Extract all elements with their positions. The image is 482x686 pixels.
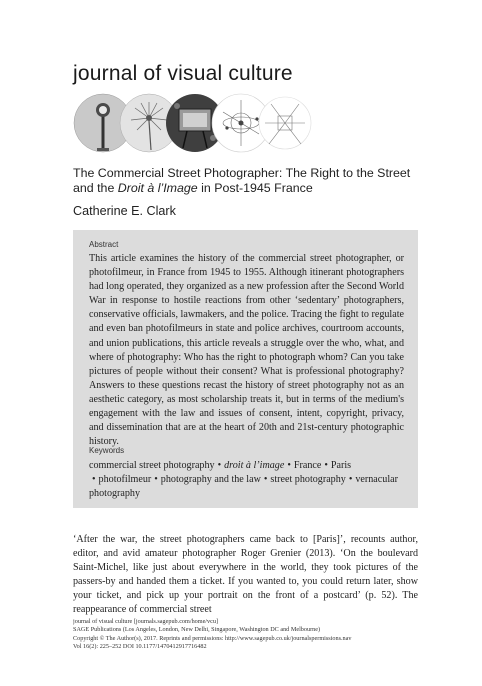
keyword-item: Paris — [330, 460, 352, 471]
keyword-item: commercial street photography — [89, 460, 215, 471]
keyword-item: street photography — [270, 474, 346, 486]
body-paragraph: ‘After the war, the street photographers came back to [Paris]’, recounts author, editor, and avid amateur photographer Roger Grenier (2013). ‘On the boulevard Saint-Michel, like just about everywhere in the world, they took pictures of the passers-by and handed them a ticket. If you wanted to, you could return later, show your ticket, and pick up your portrait on the front of a postcard’ (p. 52). The reappearance of commercial street — [73, 534, 418, 616]
journal-title: journal of visual culture — [73, 62, 293, 85]
vanishing-point-sketch-icon — [259, 97, 311, 149]
article-title — [73, 166, 413, 196]
keyword-item: France — [293, 460, 322, 471]
keyword-separator: • — [92, 474, 96, 486]
article-title-part1: The Commercial Street Photographer: The Right to the Street and the — [73, 166, 411, 195]
keyword-item: vernacular photography — [89, 474, 398, 500]
footer-journal-url: journal of visual culture [journals.sagepub.com/home/vcu] — [73, 618, 219, 625]
keyword-separator: • — [154, 474, 158, 486]
keywords-label: Keywords — [89, 446, 125, 455]
author-name: Catherine E. Clark — [73, 204, 176, 218]
abstract-text: This article examines the history of the commercial street photographer, or photofilmeur, in France from 1945 to 1955. Although itinerant photographers had long operated, they organized as a new profession after the Second World War in response to hostile reactions from other ‘sedentary’ photographers, conservative officials, lawmakers, and the police. Tracing the fight to regulate and even ban photofilmeurs in state and police archives, courtroom accounts, and union publications, this article reveals a struggle over the who, what, and where of photography: Who has the right to photograph whom? Can you take pictures of people without their consent? What is professional photography? Answers to these questions recast the history of street photography not as an aesthetic category, as most scholarship treats it, but in terms of the medium's engagement with the law and issues of consent, intent, copyright, privacy, and dissemination that are at the heart of 20th and 21st-century photographic history. — [89, 253, 404, 448]
keyword-separator: • — [324, 460, 328, 471]
keyword-item: photofilmeur — [98, 474, 152, 486]
keyword-separator: • — [217, 460, 222, 471]
keyword-item: photography and the law — [160, 474, 261, 486]
keyword-separator: • — [263, 474, 268, 486]
article-title-part2: in Post-1945 France — [197, 181, 313, 195]
keyword-separator: • — [348, 474, 353, 486]
footer-volume-doi: Vol 16(2): 225–252 DOI 10.1177/1470412917716482 — [73, 643, 207, 651]
journal-footer — [73, 618, 428, 652]
abstract-box — [73, 230, 418, 508]
article-title-italic: Droit à l’Image — [117, 181, 198, 195]
footer-copyright: Copyright © The Author(s), 2017. Reprints and permissions: http://www.sagepub.co.uk/journalspermissions.nav — [73, 634, 352, 642]
keywords-list — [89, 459, 404, 501]
footer-publisher: SAGE Publications (Los Angeles, London, New Delhi, Singapore, Washington DC and Melbourne) — [73, 626, 321, 634]
keyword-separator: • — [287, 460, 291, 471]
abstract-label: Abstract — [89, 240, 119, 249]
keyword-item: droit à l’image — [224, 460, 285, 471]
journal-logo-images — [73, 92, 313, 154]
